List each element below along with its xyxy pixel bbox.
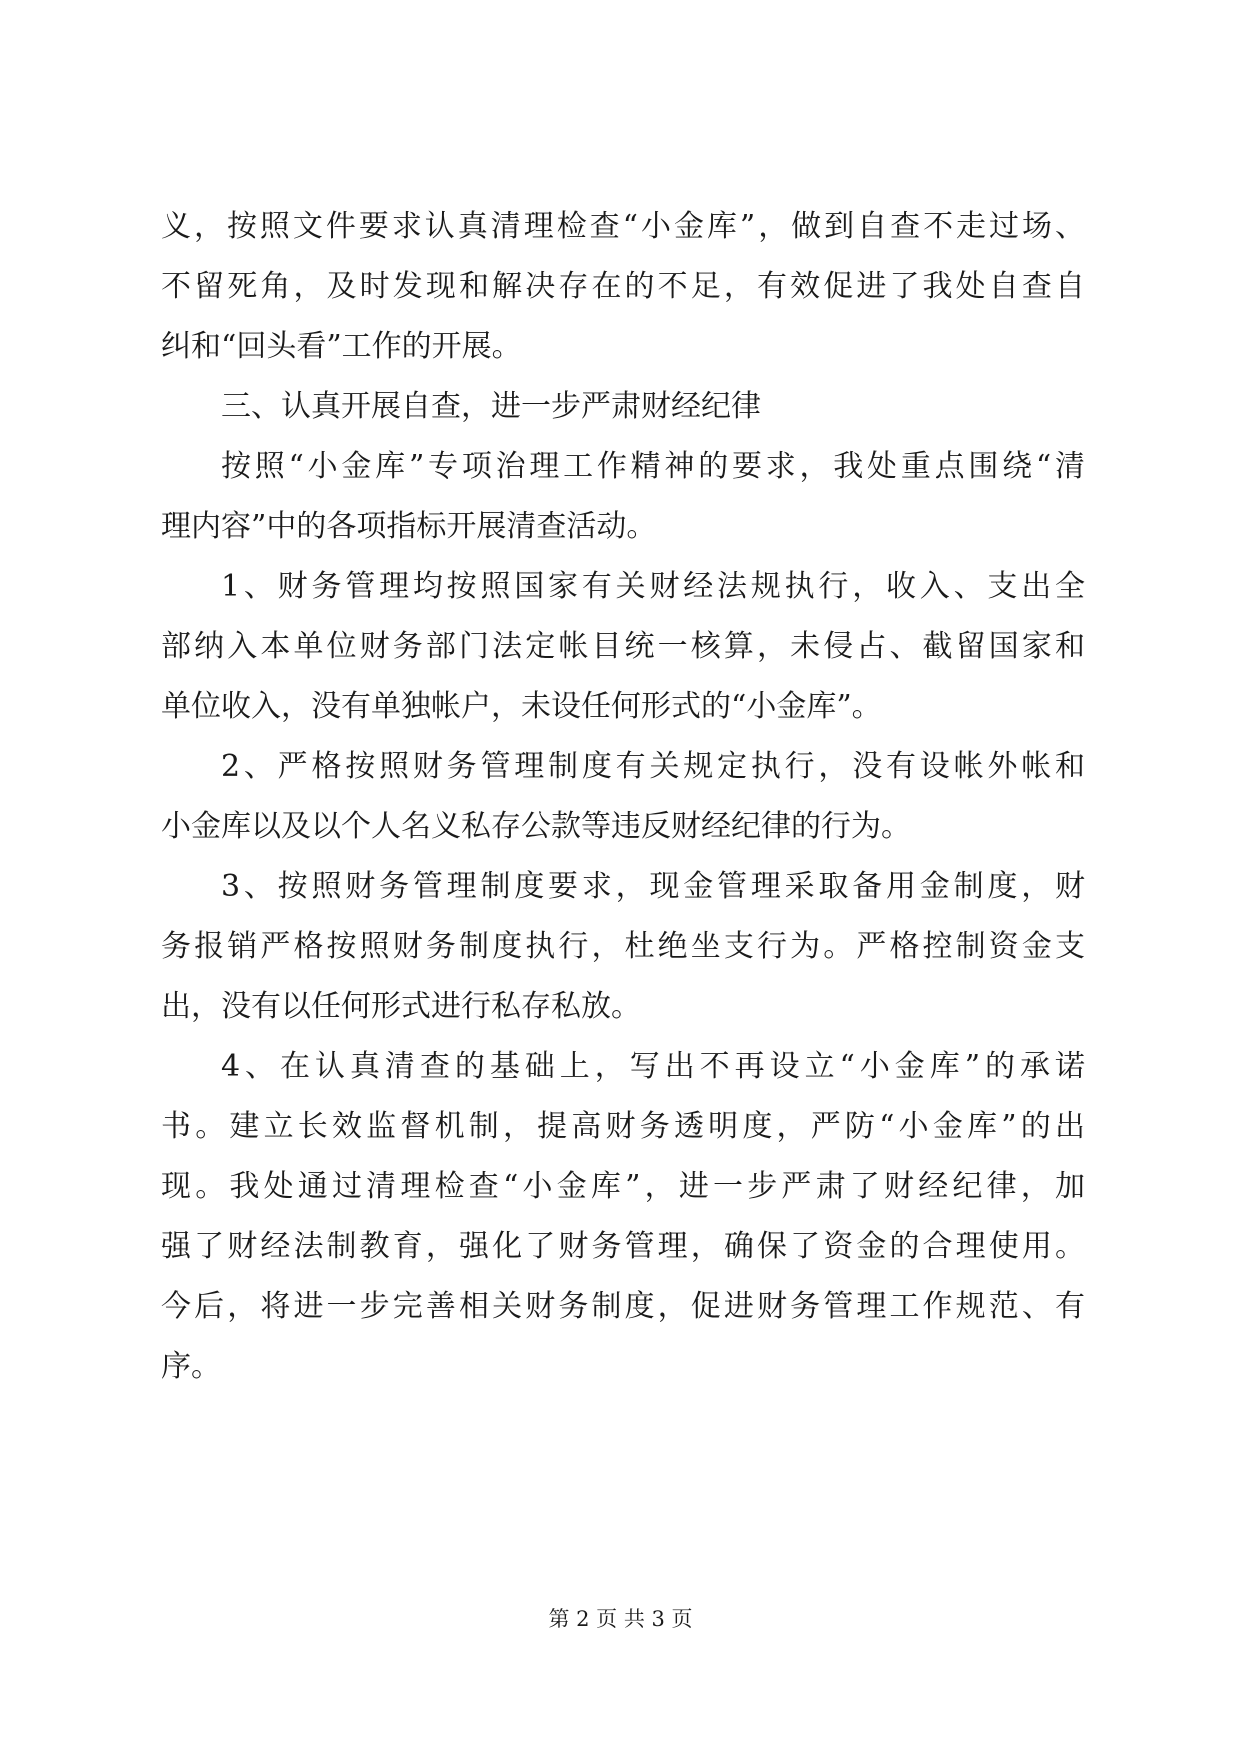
list-item-4: 4、在认真清查的基础上，写出不再设立“小金库”的承诺 — [221, 1049, 1085, 1084]
section-heading: 三、认真开展自查，进一步严肃财经纪律 — [221, 389, 761, 424]
list-item-3: 3、按照财务管理制度要求，现金管理采取备用金制度，财 — [221, 869, 1085, 904]
document-body — [161, 197, 1085, 1397]
text-line: 部纳入本单位财务部门法定帐目统一核算，未侵占、截留国家和 — [161, 629, 1085, 664]
text-line: 小金库以及以个人名义私存公款等违反财经纪律的行为。 — [161, 809, 911, 844]
text-line: 务报销严格按照财务制度执行，杜绝坐支行为。严格控制资金支 — [161, 929, 1085, 964]
text-line: 纠和“回头看”工作的开展。 — [161, 329, 522, 364]
text-line: 出，没有以任何形式进行私存私放。 — [161, 989, 641, 1024]
text-line: 现。我处通过清理检查“小金库”，进一步严肃了财经纪律，加 — [161, 1169, 1085, 1204]
text-line: 今后，将进一步完善相关财务制度，促进财务管理工作规范、有 — [161, 1289, 1085, 1324]
text-line: 单位收入，没有单独帐户，未设任何形式的“小金库”。 — [161, 689, 882, 724]
text-line: 书。建立长效监督机制，提高财务透明度，严防“小金库”的出 — [161, 1109, 1085, 1144]
text-line: 序。 — [161, 1349, 221, 1384]
text-line: 按照“小金库”专项治理工作精神的要求，我处重点围绕“清 — [221, 449, 1085, 484]
list-item-2: 2、严格按照财务管理制度有关规定执行，没有设帐外帐和 — [221, 749, 1085, 784]
list-item-1: 1、财务管理均按照国家有关财经法规执行，收入、支出全 — [221, 569, 1085, 604]
text-line: 义，按照文件要求认真清理检查“小金库”，做到自查不走过场、 — [161, 209, 1085, 244]
text-line: 强了财经法制教育，强化了财务管理，确保了资金的合理使用。 — [161, 1229, 1085, 1264]
page-number-footer: 第 2 页 共 3 页 — [548, 1607, 693, 1631]
text-line: 不留死角，及时发现和解决存在的不足，有效促进了我处自查自 — [161, 269, 1085, 304]
text-line: 理内容”中的各项指标开展清查活动。 — [161, 509, 657, 544]
